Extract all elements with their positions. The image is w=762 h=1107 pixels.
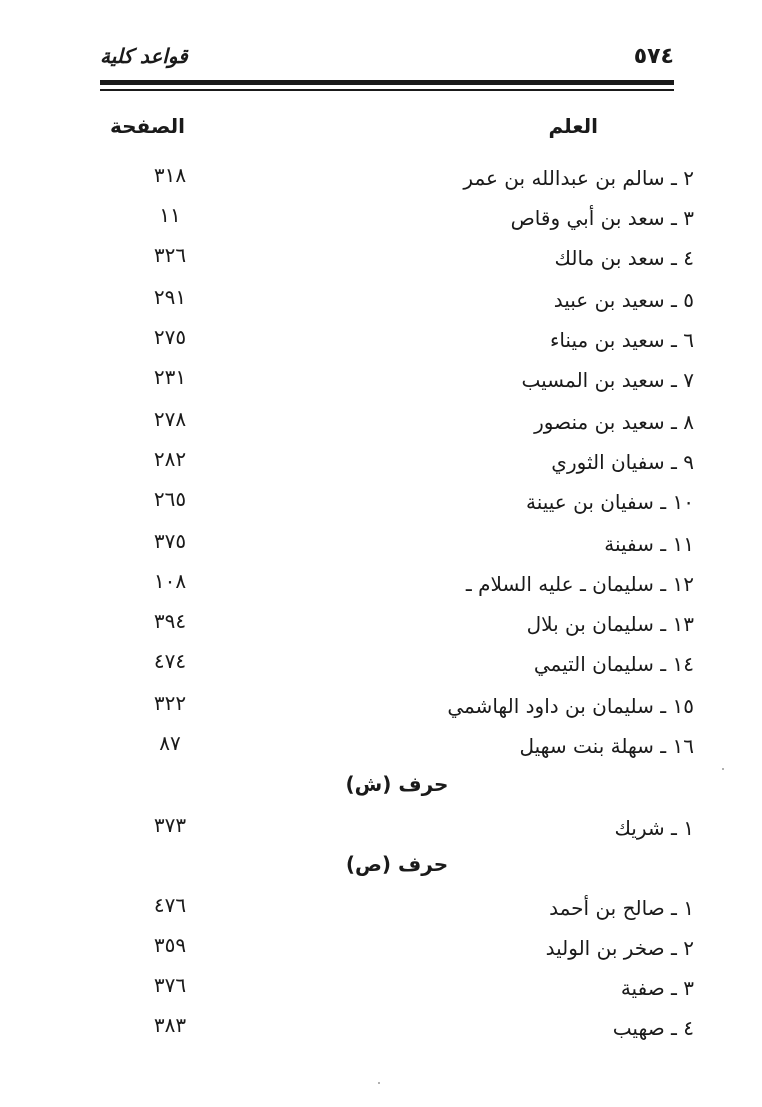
entry-page: ٢٩١ (153, 285, 187, 309)
entry-page: ٨٧ (159, 731, 181, 755)
column-header-name: العلم (548, 114, 598, 138)
header-rule-thin (100, 89, 674, 91)
entry-page: ٣٢٦ (153, 243, 187, 267)
index-row (100, 322, 694, 362)
index-row (100, 526, 694, 566)
entry-page: ٣٧٥ (153, 529, 187, 553)
entry-page: ٣١٨ (153, 163, 187, 187)
entry-name: ١٤ ـ سليمان التيمي (533, 652, 694, 676)
entry-name: ٩ ـ سفيان الثوري (551, 450, 694, 474)
section-heading-sheen: حرف (ش) (345, 772, 449, 796)
entry-page: ٤٧٦ (153, 893, 187, 917)
entry-page: ٣٢٢ (153, 691, 187, 715)
entry-name: ٢ ـ سالم بن عبدالله بن عمر (463, 166, 694, 190)
index-row (100, 688, 694, 728)
index-row (100, 566, 694, 606)
entry-name: ٨ ـ سعيد بن منصور (534, 410, 694, 434)
entry-name: ١٥ ـ سليمان بن داود الهاشمي (447, 694, 694, 718)
entry-page: ٣٩٤ (153, 609, 187, 633)
section-heading-sad: حرف (ص) (345, 852, 449, 876)
entry-name: ٢ ـ صخر بن الوليد (545, 936, 694, 960)
book-title: قواعد كلية (100, 44, 188, 68)
index-row (100, 444, 694, 484)
entry-name: ١٠ ـ سفيان بن عيينة (525, 490, 694, 514)
scan-speck (722, 768, 724, 770)
entry-page: ٢٦٥ (153, 487, 187, 511)
index-row (100, 240, 694, 280)
column-header-page: الصفحة (110, 114, 186, 138)
index-row (100, 728, 694, 768)
index-row (100, 646, 694, 686)
header-rule-thick (100, 80, 674, 85)
index-row (100, 282, 694, 322)
entry-page: ٣٧٣ (153, 813, 187, 837)
entry-page: ٣٥٩ (153, 933, 187, 957)
index-row (100, 362, 694, 402)
entry-name: ٦ ـ سعيد بن ميناء (549, 328, 694, 352)
entry-name: ١١ ـ سفينة (604, 532, 694, 556)
entry-name: ١٦ ـ سهلة بنت سهيل (519, 734, 694, 758)
entry-page: ٢٨٢ (153, 447, 187, 471)
entry-page: ٣٧٦ (153, 973, 187, 997)
entry-name: ١٣ ـ سليمان بن بلال (526, 612, 694, 636)
index-row (100, 404, 694, 444)
entry-name: ١٢ ـ سليمان ـ عليه السلام ـ (465, 572, 694, 596)
index-row (100, 160, 694, 200)
entry-name: ٥ ـ سعيد بن عبيد (553, 288, 694, 312)
index-row (100, 200, 694, 240)
entry-page: ١١ (159, 203, 181, 227)
index-row (100, 810, 694, 850)
entry-name: ٧ ـ سعيد بن المسيب (521, 368, 694, 392)
index-row (100, 890, 694, 930)
entry-name: ٤ ـ سعد بن مالك (554, 246, 694, 270)
index-row (100, 970, 694, 1010)
entry-page: ٢٧٨ (153, 407, 187, 431)
entry-name: ١ ـ صالح بن أحمد (549, 896, 694, 920)
entry-page: ٢٧٥ (153, 325, 187, 349)
entry-page: ٤٧٤ (153, 649, 187, 673)
page-header (100, 40, 674, 76)
page-number: ٥٧٤ (633, 44, 674, 69)
entry-page: ٢٣١ (153, 365, 187, 389)
entry-name: ٣ ـ صفية (620, 976, 694, 1000)
entry-name: ٣ ـ سعد بن أبي وقاص (510, 206, 694, 230)
entry-name: ٤ ـ صهيب (612, 1016, 694, 1040)
entry-page: ٣٨٣ (153, 1013, 187, 1037)
entry-page: ١٠٨ (153, 569, 187, 593)
index-row (100, 930, 694, 970)
index-row (100, 1010, 694, 1050)
index-row (100, 484, 694, 524)
scan-speck (378, 1082, 380, 1084)
entry-name: ١ ـ شريك (614, 816, 694, 840)
index-row (100, 606, 694, 646)
